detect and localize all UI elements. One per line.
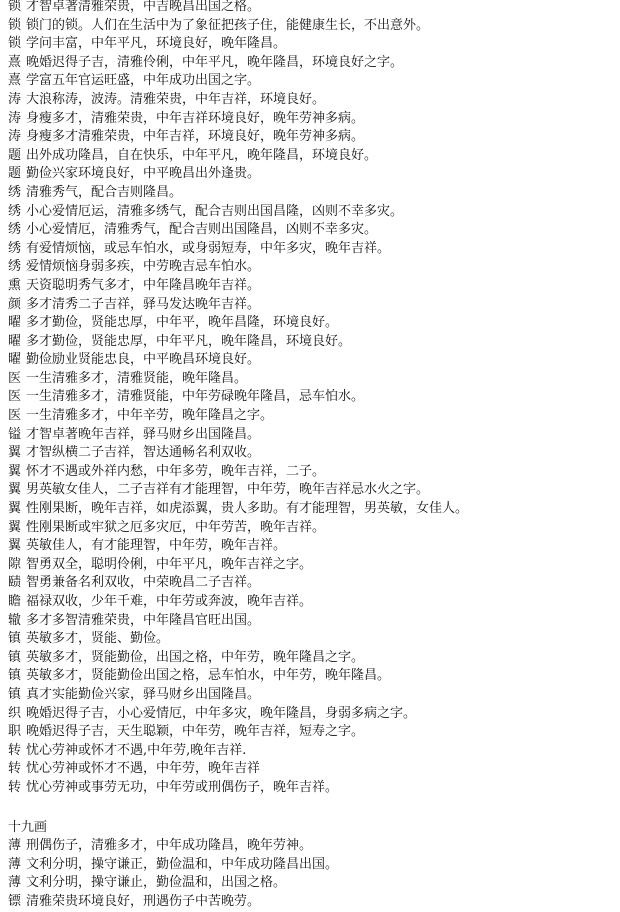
- entry-description: 出外成功隆昌，自在快乐，中年平凡，晚年隆昌，环境良好。: [26, 147, 378, 163]
- entry-description: 真才实能勤俭兴家，驿马财乡出国隆昌。: [26, 686, 261, 702]
- entry-line: [8, 874, 616, 893]
- entry-character: 曜: [8, 352, 22, 368]
- entry-description: 忧心劳神或怀才不遇,中年劳,晚年吉祥.: [26, 742, 247, 758]
- entry-description: 多才多智清雅荣贵，中年隆昌官旺出国。: [26, 612, 261, 628]
- entry-description: 小心爱情厄，清雅秀气，配合吉则出国隆昌，凶则不幸多灾。: [26, 222, 378, 238]
- entry-character: 医: [8, 370, 22, 386]
- entry-character: 医: [8, 389, 22, 405]
- entry-description: 天资聪明秀气多才，中年隆昌晚年吉祥。: [26, 277, 261, 293]
- entry-line: [8, 630, 616, 649]
- entry-character: 绣: [8, 184, 22, 200]
- entry-description: 有爱情烦恼，或忌车怕水，或身弱短寿，中年多灾，晚年吉祥。: [26, 240, 391, 256]
- entry-line: [8, 893, 616, 912]
- entry-character: 绣: [8, 203, 22, 219]
- entry-description: 才智卓著晚年吉祥，驿马财乡出国隆昌。: [26, 426, 261, 442]
- entry-description: 大浪称涛，波涛。清雅荣贵，中年吉祥，环境良好。: [26, 91, 326, 107]
- entry-description: 晚婚迟得子吉，小心爱情厄，中年多灾，晚年隆昌，身弱多病之字。: [26, 705, 417, 721]
- entry-character: 辙: [8, 612, 22, 628]
- entry-line: [8, 649, 616, 668]
- entry-line: [8, 333, 616, 352]
- entry-character: 转: [8, 779, 22, 795]
- entry-character: 锁: [8, 17, 22, 33]
- entry-character: 涛: [8, 91, 22, 107]
- section-gap: [8, 798, 616, 819]
- entry-description: 忧心劳神或怀才不遇，中年劳，晚年吉祥: [26, 761, 261, 777]
- entry-line: [8, 519, 616, 538]
- entry-character: 翼: [8, 501, 22, 517]
- entry-character: 涛: [8, 129, 22, 145]
- entry-description: 英敏多才，贤能、勤俭。: [26, 631, 170, 647]
- entry-character: 职: [8, 724, 22, 740]
- entry-line: [8, 426, 616, 445]
- entry-character: 熹: [8, 73, 22, 89]
- entry-character: 绣: [8, 259, 22, 275]
- entry-line: [8, 128, 616, 147]
- entry-line: [8, 35, 616, 54]
- entry-character: 转: [8, 761, 22, 777]
- character-list: [8, 0, 616, 912]
- entry-description: 锁门的锁。人们在生活中为了象征把孩子住，能健康生长，不出意外。: [26, 17, 430, 33]
- entry-character: 熹: [8, 54, 22, 70]
- entry-character: 镇: [8, 668, 22, 684]
- entry-character: 翼: [8, 463, 22, 479]
- entry-character: 镇: [8, 686, 22, 702]
- entry-line: [8, 407, 616, 426]
- entry-line: [8, 705, 616, 724]
- entry-character: 镇: [8, 631, 22, 647]
- entry-character: 瞻: [8, 594, 22, 609]
- entry-description: 智勇兼备名利双收，中荣晚昌二子吉祥。: [26, 575, 261, 591]
- entry-character: 医: [8, 408, 22, 424]
- entry-description: 勤俭励业贤能忠良，中平晚昌环境良好。: [26, 352, 261, 368]
- entry-line: [8, 760, 616, 779]
- entry-character: 镖: [8, 893, 22, 909]
- entry-character: 绣: [8, 222, 22, 238]
- entry-line: [8, 593, 616, 612]
- entry-character: 薄: [8, 856, 22, 872]
- entry-character: 绣: [8, 240, 22, 256]
- entry-line: [8, 184, 616, 203]
- entry-line: [8, 779, 616, 798]
- entry-line: [8, 0, 616, 17]
- entry-description: 爱情烦恼身弱多疾，中劳晚吉忌车怕水。: [26, 259, 261, 275]
- entry-character: 转: [8, 742, 22, 758]
- entry-description: 性刚果断，晚年吉祥，如虎添翼，贵人多助。有才能理智，男英敏，女佳人。: [26, 501, 469, 517]
- entry-line: [8, 147, 616, 166]
- entry-line: [8, 91, 616, 110]
- entry-line: [8, 667, 616, 686]
- entry-line: [8, 110, 616, 129]
- entry-line: [8, 258, 616, 277]
- entry-character: 颜: [8, 296, 22, 312]
- entry-description: 多才勤俭，贤能忠厚，中年平凡，晚年隆昌，环境良好。: [26, 333, 352, 349]
- section-eighteen-strokes: [8, 0, 616, 798]
- entry-line: [8, 556, 616, 575]
- entry-character: 涛: [8, 110, 22, 126]
- entry-character: 赜: [8, 575, 22, 591]
- entry-description: 英敏佳人，有才能理智，中年劳，晚年吉祥。: [26, 538, 287, 554]
- entry-line: [8, 72, 616, 91]
- entry-description: 男英敏女佳人，二子吉祥有才能理智，中年劳，晚年吉祥忌水火之字。: [26, 482, 430, 498]
- entry-line: [8, 277, 616, 296]
- entry-line: [8, 612, 616, 631]
- entry-description: 才智卓著清雅荣贵，中吉晚昌出国之格。: [26, 0, 261, 14]
- entry-character: 织: [8, 705, 22, 721]
- entry-description: 清雅秀气，配合吉则隆昌。: [26, 184, 183, 200]
- entry-character: 薄: [8, 875, 22, 891]
- entry-character: 翼: [8, 445, 22, 461]
- entry-line: [8, 463, 616, 482]
- section-nineteen-strokes: [8, 837, 616, 911]
- entry-character: 题: [8, 166, 22, 182]
- entry-character: 镒: [8, 426, 22, 442]
- entry-description: 文利分明，操守谦正，勤俭温和，中年成功隆昌出国。: [26, 856, 339, 872]
- entry-description: 才智纵横二子吉祥，智达通畅名利双收。: [26, 445, 261, 461]
- entry-description: 多才勤俭，贤能忠厚，中年平，晚年昌隆，环境良好。: [26, 315, 339, 331]
- entry-character: 曜: [8, 333, 22, 349]
- entry-line: [8, 574, 616, 593]
- entry-description: 一生清雅多才，清雅贤能，中年劳碌晚年隆昌，忌车怕水。: [26, 389, 365, 405]
- entry-line: [8, 314, 616, 333]
- entry-line: [8, 723, 616, 742]
- entry-description: 英敏多才，贤能勤俭出国之格，忌车怕水，中年劳，晚年隆昌。: [26, 668, 391, 684]
- entry-line: [8, 444, 616, 463]
- entry-line: [8, 856, 616, 875]
- entry-character: 镇: [8, 649, 22, 665]
- entry-character: 翼: [8, 538, 22, 554]
- entry-description: 学富五年官运旺盛，中年成功出国之字。: [26, 73, 261, 89]
- entry-description: 清雅荣贵环境良好，刑遇伤子中苦晚劳。: [26, 893, 261, 909]
- entry-description: 晚婚迟得子吉，清雅伶俐，中年平凡，晚年隆昌，环境良好之字。: [26, 54, 404, 70]
- entry-description: 福禄双收，少年千难，中年劳或奔波，晚年吉祥。: [26, 594, 313, 609]
- entry-description: 学问丰富，中年平凡，环境良好，晚年隆昌。: [26, 36, 287, 52]
- entry-description: 勤俭兴家环境良好，中平晚昌出外逢贵。: [26, 166, 261, 182]
- section-heading: 十九画: [8, 819, 48, 835]
- entry-character: 薄: [8, 838, 22, 854]
- entry-line: [8, 296, 616, 315]
- entry-description: 英敏多才，贤能勤俭，出国之格，中年劳，晚年隆昌之字。: [26, 649, 365, 665]
- entry-line: [8, 54, 616, 73]
- entry-line: [8, 203, 616, 222]
- entry-description: 晚婚迟得子吉，天生聪颖，中年劳，晚年吉祥，短寿之字。: [26, 724, 365, 740]
- entry-character: 翼: [8, 519, 22, 535]
- entry-description: 一生清雅多才，清雅贤能，晚年隆昌。: [26, 370, 248, 386]
- entry-description: 多才清秀二子吉祥，驿马发达晚年吉祥。: [26, 296, 261, 312]
- entry-line: [8, 742, 616, 761]
- entry-line: [8, 837, 616, 856]
- entry-description: 性刚果断或牢狱之厄多灾厄，中年劳苦，晚年吉祥。: [26, 519, 326, 535]
- entry-line: [8, 370, 616, 389]
- entry-line: [8, 686, 616, 705]
- entry-character: 隙: [8, 556, 22, 572]
- entry-line: [8, 481, 616, 500]
- entry-line: [8, 165, 616, 184]
- entry-character: 题: [8, 147, 22, 163]
- entry-description: 智勇双全，聪明伶俐，中年平凡，晚年吉祥之字。: [26, 556, 313, 572]
- entry-description: 忧心劳神或事劳无功，中年劳或刑偶伤子，晚年吉祥。: [26, 779, 339, 795]
- entry-line: [8, 351, 616, 370]
- entry-character: 熏: [8, 277, 22, 293]
- entry-character: 锁: [8, 0, 22, 14]
- entry-line: [8, 388, 616, 407]
- entry-description: 身瘦多才清雅荣贵，中年吉祥，环境良好，晚年劳神多病。: [26, 129, 365, 145]
- entry-line: [8, 537, 616, 556]
- entry-description: 怀才不遇或外祥内愁，中年多劳，晚年吉祥，二子。: [26, 463, 326, 479]
- entry-description: 身瘦多才，清雅荣贵，中年吉祥环境良好，晚年劳神多病。: [26, 110, 365, 126]
- entry-line: [8, 17, 616, 36]
- entry-line: [8, 240, 616, 259]
- entry-description: 文利分明，操守谦止，勤俭温和，出国之格。: [26, 875, 287, 891]
- entry-line: [8, 500, 616, 519]
- entry-character: 翼: [8, 482, 22, 498]
- entry-description: 小心爱情厄运，清雅多绣气，配合吉则出国昌隆，凶则不幸多灾。: [26, 203, 404, 219]
- entry-line: [8, 221, 616, 240]
- entry-description: 一生清雅多才，中年辛劳，晚年隆昌之字。: [26, 408, 274, 424]
- entry-description: 刑偶伤子，清雅多才，中年成功隆昌，晚年劳神。: [26, 838, 313, 854]
- entry-character: 曜: [8, 315, 22, 331]
- entry-character: 锁: [8, 36, 22, 52]
